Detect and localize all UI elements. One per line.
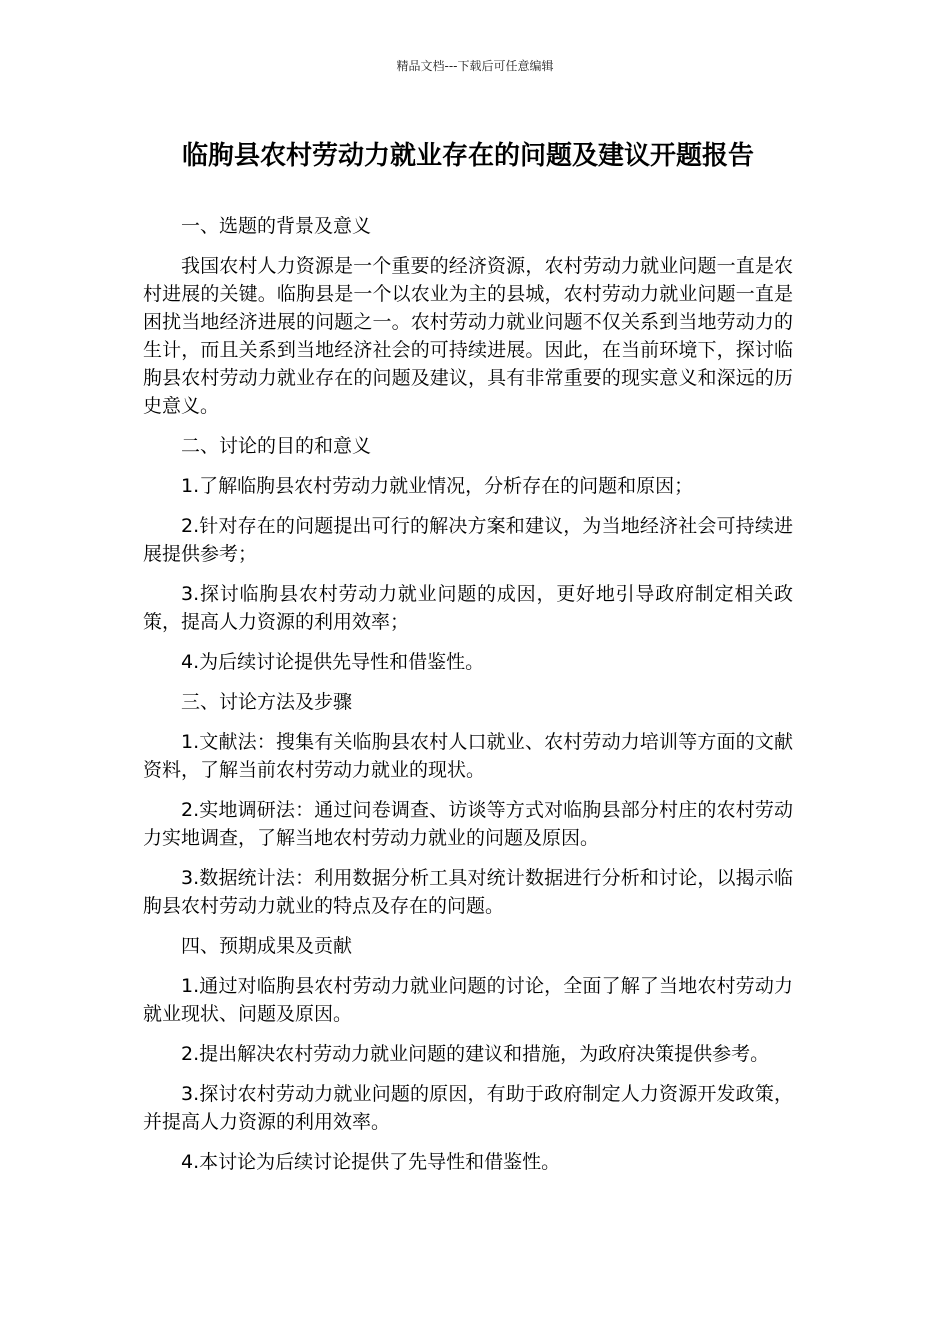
- list-item-method-1: 1.文献法：搜集有关临朐县农村人口就业、农村劳动力培训等方面的文献资料，了解当前农村劳动力就业的现状。: [143, 731, 793, 781]
- list-item-purpose-2: 2.针对存在的问题提出可行的解决方案和建议，为当地经济社会可持续进展提供参考；: [143, 515, 793, 565]
- paragraph-background: 我国农村人力资源是一个重要的经济资源，农村劳动力就业问题一直是农村进展的关键。临朐县是一个以农业为主的县城，农村劳动力就业问题一直是困扰当地经济进展的问题之一。农村劳动力就业问题不仅关系到当地劳动力的生计，而且关系到当地经济社会的可持续进展。因此，在当前环境下，探讨临朐县农村劳动力就业存在的问题及建议，具有非常重要的现实意义和深远的历史意义。: [143, 255, 793, 417]
- list-item-purpose-3: 3.探讨临朐县农村劳动力就业问题的成因，更好地引导政府制定相关政策，提高人力资源的利用效率；: [143, 583, 793, 633]
- document-title: 临朐县农村劳动力就业存在的问题及建议开题报告: [181, 141, 754, 171]
- section-heading-outcomes: 四、预期成果及贡献: [181, 935, 353, 957]
- list-item-outcome-2: 2.提出解决农村劳动力就业问题的建议和措施，为政府决策提供参考。: [181, 1043, 770, 1065]
- section-heading-background: 一、选题的背景及意义: [181, 215, 372, 237]
- list-item-outcome-1: 1.通过对临朐县农村劳动力就业问题的讨论，全面了解了当地农村劳动力就业现状、问题及原因。: [143, 975, 793, 1025]
- list-item-purpose-4: 4.为后续讨论提供先导性和借鉴性。: [181, 651, 485, 673]
- list-item-purpose-1: 1.了解临朐县农村劳动力就业情况，分析存在的问题和原因；: [181, 475, 694, 497]
- list-item-outcome-4: 4.本讨论为后续讨论提供了先导性和借鉴性。: [181, 1151, 561, 1173]
- list-item-method-3: 3.数据统计法：利用数据分析工具对统计数据进行分析和讨论，以揭示临朐县农村劳动力就业的特点及存在的问题。: [143, 867, 793, 917]
- header-note: 精品文档---下载后可任意编辑: [396, 59, 554, 73]
- section-heading-methods: 三、讨论方法及步骤: [181, 691, 353, 713]
- document-body: [143, 212, 793, 1188]
- list-item-outcome-3: 3.探讨农村劳动力就业问题的原因，有助于政府制定人力资源开发政策，并提高人力资源的利用效率。: [143, 1083, 793, 1133]
- list-item-method-2: 2.实地调研法：通过问卷调查、访谈等方式对临朐县部分村庄的农村劳动力实地调查，了解当地农村劳动力就业的问题及原因。: [143, 799, 793, 849]
- section-heading-purpose: 二、讨论的目的和意义: [181, 435, 372, 457]
